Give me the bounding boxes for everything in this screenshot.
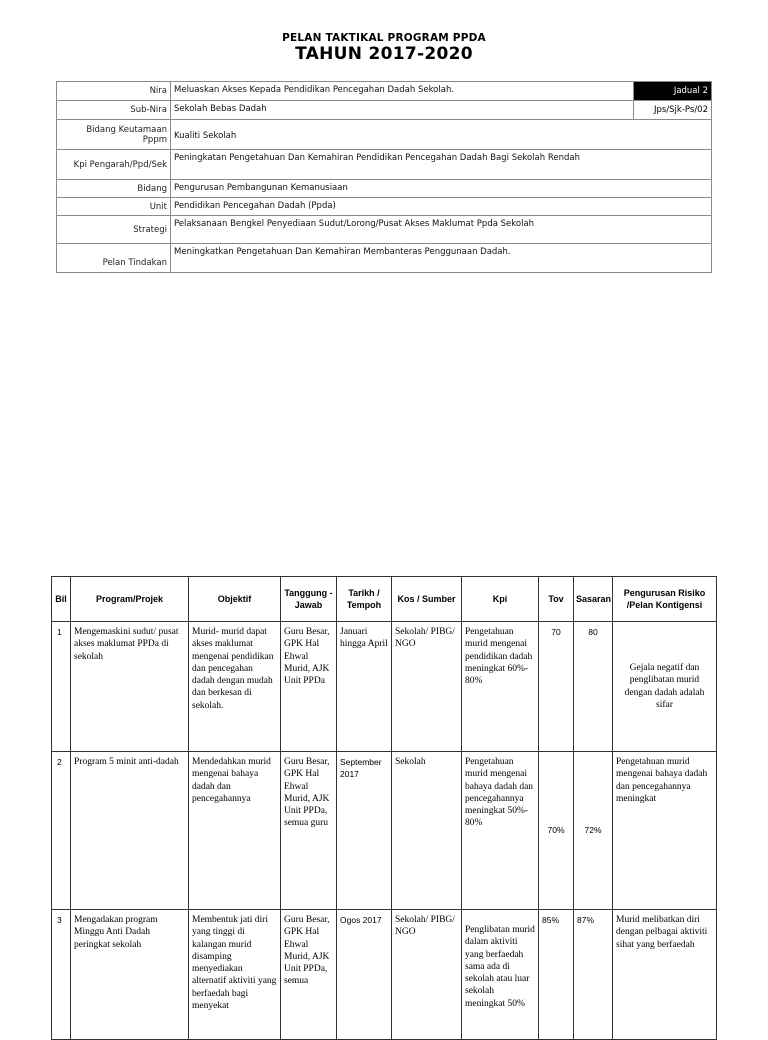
- row-kos: Sekolah/ PIBG/ NGO: [392, 910, 462, 1040]
- subnira-label: Sub-Nira: [57, 101, 171, 120]
- row-sasaran: 87%: [574, 910, 613, 1040]
- col-header-kos: Kos / Sumber: [392, 577, 462, 622]
- kpi-label: Kpi Pengarah/Ppd/Sek: [57, 150, 171, 180]
- table-row: [52, 752, 717, 910]
- col-header-tanggung-jawab: Tanggung -Jawab: [281, 577, 337, 622]
- row-risiko: Murid melibatkan diri dengan pelbagai aktiviti sihat yang berfaedah: [613, 910, 717, 1040]
- table-row: [52, 622, 717, 752]
- bidang-keutamaan-value: Kualiti Sekolah: [171, 120, 712, 150]
- table-header-row: [52, 577, 717, 622]
- row-tov: 70: [539, 622, 574, 752]
- row-kos: Sekolah/ PIBG/ NGO: [392, 622, 462, 752]
- jadual-badge: Jadual 2: [634, 82, 712, 101]
- row-tarikh: September 2017: [337, 752, 392, 910]
- document-title: TAHUN 2017-2020: [295, 44, 473, 64]
- row-program: Program 5 minit anti-dadah: [71, 752, 189, 910]
- row-objektif: Mendedahkan murid mengenai bahaya dadah dan pencegahannya: [189, 752, 281, 910]
- row-tov: 70%: [539, 752, 574, 910]
- row-tanggung-jawab: Guru Besar, GPK Hal Ehwal Murid, AJK Unit PPDa: [281, 622, 337, 752]
- col-header-sasaran: Sasaran: [574, 577, 613, 622]
- table-row: [52, 910, 717, 1040]
- kpi-value: Peningkatan Pengetahuan Dan Kemahiran Pendidikan Pencegahan Dadah Bagi Sekolah Rendah: [171, 150, 712, 180]
- row-bil: 3: [52, 910, 71, 1040]
- row-tov: 85%: [539, 910, 574, 1040]
- col-header-tov: Tov: [539, 577, 574, 622]
- row-risiko: Pengetahuan murid mengenai bahaya dadah dan pencegahannya meningkat: [613, 752, 717, 910]
- info-table: [56, 81, 712, 273]
- col-header-risiko: Pengurusan Risiko /Pelan Kontigensi: [613, 577, 717, 622]
- row-program: Mengadakan program Minggu Anti Dadah peringkat sekolah: [71, 910, 189, 1040]
- nira-value: Meluaskan Akses Kepada Pendidikan Pencegahan Dadah Sekolah.: [171, 82, 634, 101]
- program-table: [51, 576, 717, 1040]
- bidang-label: Bidang: [57, 180, 171, 198]
- strategi-label: Strategi: [57, 216, 171, 244]
- row-kpi: Penglibatan murid dalam aktiviti yang berfaedah sama ada di sekolah atau luar sekolah meningkat 50%: [462, 910, 539, 1040]
- row-bil: 2: [52, 752, 71, 910]
- col-header-kpi: Kpi: [462, 577, 539, 622]
- row-objektif: Membentuk jati diri yang tinggi di kalangan murid disamping menyediakan alternatif aktiviti yang berfaedah bagi menyekat: [189, 910, 281, 1040]
- col-header-tarikh: Tarikh / Tempoh: [337, 577, 392, 622]
- row-program: Mengemaskini sudut/ pusat akses maklumat PPDa di sekolah: [71, 622, 189, 752]
- bidang-keutamaan-label: Bidang Keutamaan Pppm: [57, 120, 171, 150]
- subnira-value: Sekolah Bebas Dadah: [171, 101, 634, 120]
- col-header-bil: Bil: [52, 577, 71, 622]
- row-objektif: Murid- murid dapat akses maklumat mengenai pendidikan dan pencegahan dadah dengan mudah dan berkesan di sekolah.: [189, 622, 281, 752]
- row-tarikh: Ogos 2017: [337, 910, 392, 1040]
- col-header-program: Program/Projek: [71, 577, 189, 622]
- pelan-value: Meningkatkan Pengetahuan Dan Kemahiran Membanteras Penggunaan Dadah.: [171, 244, 712, 273]
- strategi-value: Pelaksanaan Bengkel Penyediaan Sudut/Lorong/Pusat Akses Maklumat Ppda Sekolah: [171, 216, 712, 244]
- row-tanggung-jawab: Guru Besar, GPK Hal Ehwal Murid, AJK Unit PPDa, semua: [281, 910, 337, 1040]
- row-risiko: Gejala negatif dan penglibatan murid dengan dadah adalah sifar: [613, 622, 717, 752]
- row-tanggung-jawab: Guru Besar, GPK Hal Ehwal Murid, AJK Unit PPDa, semua guru: [281, 752, 337, 910]
- pelan-label: Pelan Tindakan: [57, 244, 171, 273]
- row-tarikh: Januari hingga April: [337, 622, 392, 752]
- row-sasaran: 80: [574, 622, 613, 752]
- row-sasaran: 72%: [574, 752, 613, 910]
- unit-value: Pendidikan Pencegahan Dadah (Ppda): [171, 198, 712, 216]
- document-subtitle: PELAN TAKTIKAL PROGRAM PPDA: [282, 32, 486, 44]
- col-header-objektif: Objektif: [189, 577, 281, 622]
- row-bil: 1: [52, 622, 71, 752]
- document-code: Jps/Sjk-Ps/02: [634, 101, 712, 120]
- unit-label: Unit: [57, 198, 171, 216]
- nira-label: Nira: [57, 82, 171, 101]
- row-kos: Sekolah: [392, 752, 462, 910]
- row-kpi: Pengetahuan murid mengenai pendidikan dadah meningkat 60%- 80%: [462, 622, 539, 752]
- bidang-value: Pengurusan Pembangunan Kemanusiaan: [171, 180, 712, 198]
- row-kpi: Pengetahuan murid mengenai bahaya dadah dan pencegahannya meningkat 50%- 80%: [462, 752, 539, 910]
